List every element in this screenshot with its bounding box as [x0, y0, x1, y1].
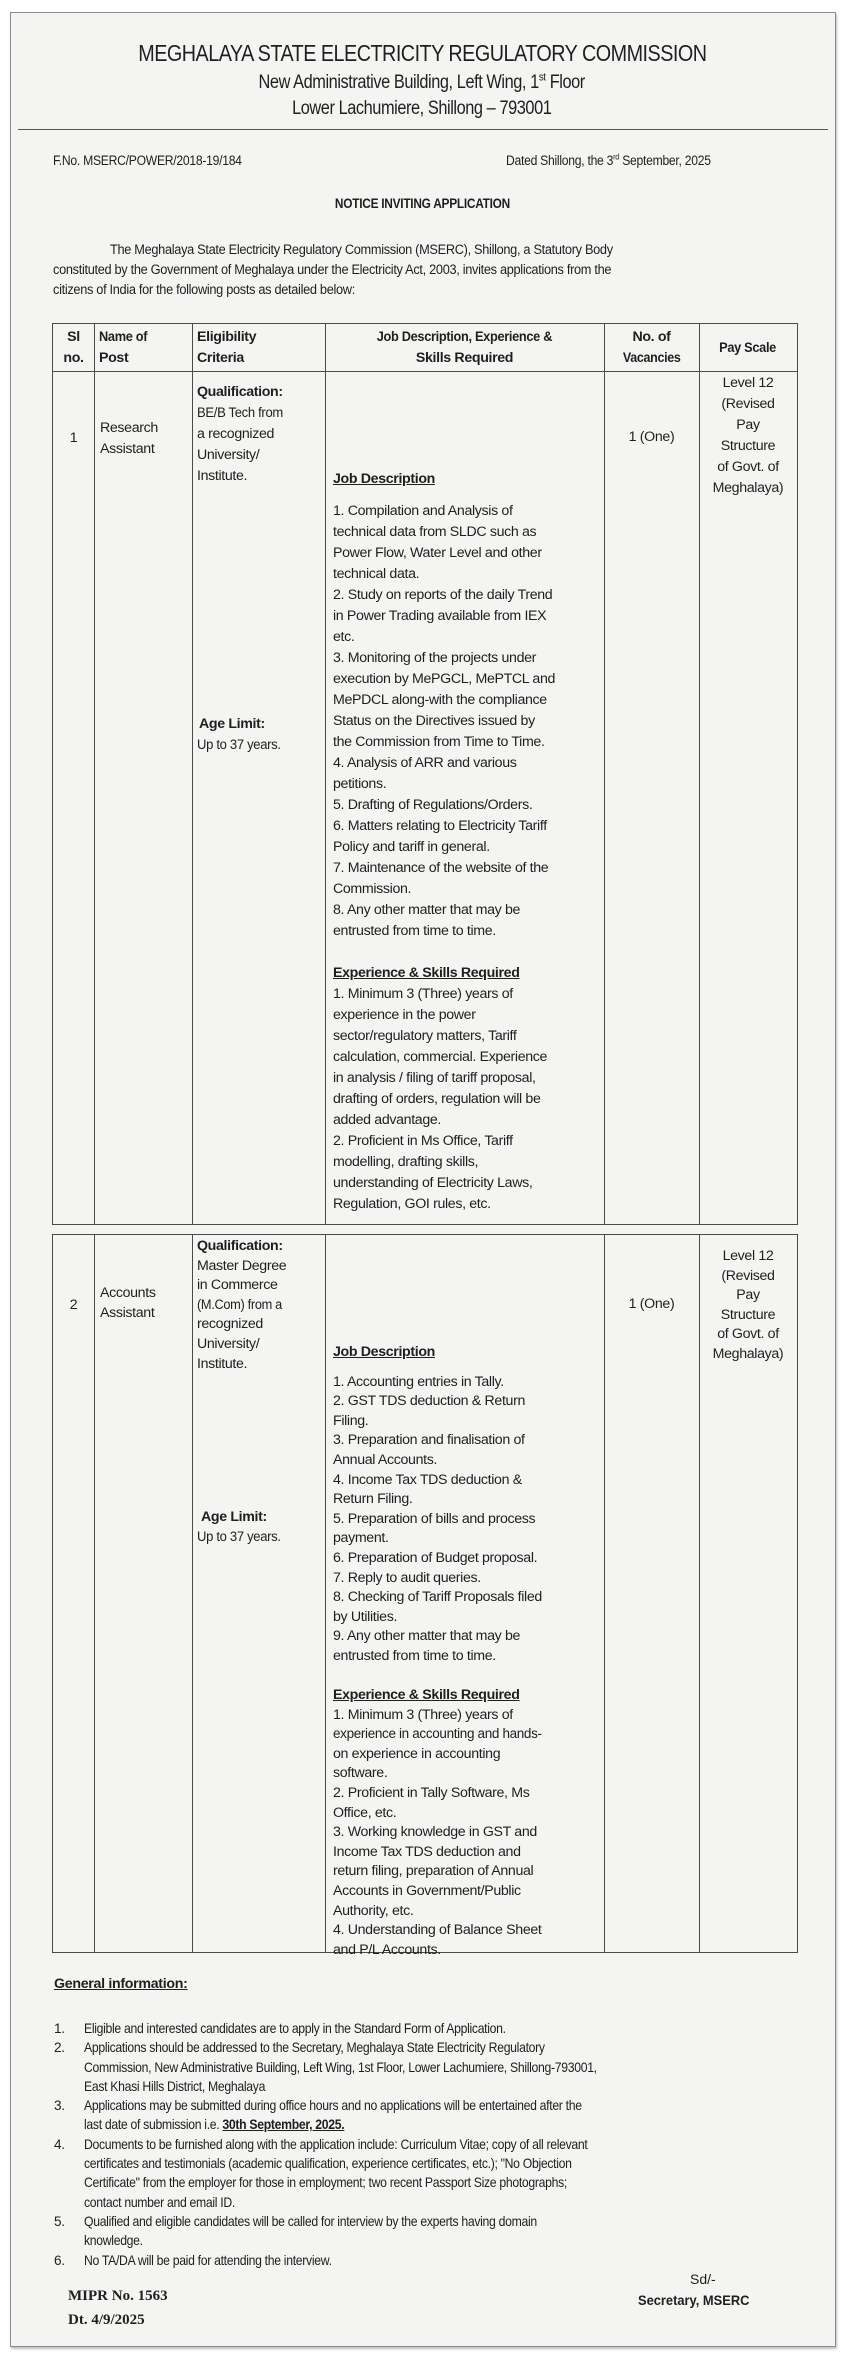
general-item-4: 4. Documents to be furnished along with the application include: Curriculum Vitae; copy of all relevant certificates and testimonials (academic qualification, experience certificates, etc.); "No Objection Certificate" from the employer for those in employment; two recent Passport Size photographs; contact number and email ID. — [54, 2136, 588, 2210]
column-divider — [325, 324, 326, 1224]
column-header-vacancies: No. of Vacancies — [622, 329, 681, 366]
column-divider — [604, 324, 605, 1224]
row-1-pay-scale: Level 12 (Revised Pay Structure of Govt. of Meghalaya) — [712, 375, 784, 496]
general-item-5: 5. Qualified and eligible candidates will be called for interview by the experts having domain knowledge. — [54, 2213, 537, 2249]
notice-heading: NOTICE INVITING APPLICATION — [334, 196, 510, 211]
row-2-job-description: Job Description 1. Accounting entries in Tally. 2. GST TDS deduction & Return Filing. 3. Preparation and finalisation of Annual Accounts. 4. Income Tax TDS deduction & Return Filing. 5. Preparation of bills and process payment. 6. Preparation of Budget proposal. 7. Reply to audit queries. 8. Checking of Tariff Proposals filed by Utilities. 9. Any other matter that may be entrusted from time to time. Experience & Skills Required 1. Minimum 3 (Three) years of experience in accounting and hands- on experience in accounting software. 2. Proficient in Tally Software, Ms Office, etc. 3. Working knowledge in GST and Income Tax TDS deduction and return filing, preparation of Annual Accounts in Government/Public Authority, etc. 4. Understanding of Balance Sheet and P/L Accounts. — [333, 1344, 542, 1958]
column-header-eligibility: Eligibility Criteria — [197, 329, 257, 366]
column-divider — [192, 1235, 193, 1952]
row-1-vacancies: 1 (One) — [628, 429, 675, 445]
column-header-job-description: Job Description, Experience & Skills Required — [376, 329, 553, 366]
column-divider — [94, 324, 95, 1224]
general-item-6: 6. No TA/DA will be paid for attending the interview. — [54, 2252, 332, 2268]
row-2-pay-scale: Level 12 (Revised Pay Structure of Govt. of Meghalaya) — [712, 1248, 784, 1362]
general-information-heading: General information: — [54, 1976, 188, 1992]
row-1-sl-no: 1 — [69, 430, 78, 446]
submission-deadline: 30th September, 2025. — [222, 2117, 345, 2133]
column-header-post: Name of Post — [99, 329, 148, 366]
row-2-vacancies: 1 (One) — [628, 1296, 675, 1312]
general-item-1: 1. Eligible and interested candidates are to apply in the Standard Form of Application. — [54, 2021, 506, 2036]
column-divider — [192, 324, 193, 1224]
row-2-post-name: Accounts Assistant — [100, 1285, 156, 1321]
row-2-age-limit: Age Limit: Up to 37 years. — [197, 1509, 281, 1545]
row-2-qualification: Qualification: Master Degree in Commerce (M.Com) from a recognized University/ Institute. — [197, 1238, 287, 1372]
general-item-2: 2. Applications should be addressed to the Secretary, Meghalaya State Electricity Regulatory Commission, New Administrative Building, Left Wing, 1st Floor, Lower Lachumiere, Shillong-793001, East Khasi Hills District, Meghalaya — [54, 2040, 597, 2094]
general-item-3: 3. Applications may be submitted during office hours and no applications will be entertained after the last date of submission i.e. 30th September, 2025. — [54, 2098, 582, 2133]
posts-table-continued — [52, 1234, 798, 1958]
organization-title: MEGHALAYA STATE ELECTRICITY REGULATORY COMMISSION — [137, 40, 707, 66]
column-divider — [94, 1235, 95, 1952]
mipr-number: MIPR No. 1563 — [68, 2288, 168, 2304]
row-1-post-name: Research Assistant — [100, 420, 158, 457]
intro-paragraph: The Meghalaya State Electricity Regulatory Commission (MSERC), Shillong, a Statutory Body constituted by the Government of Meghalaya under the Electricity Act, 2003, invites applications from the citizens of India for the following posts as detailed below: — [53, 242, 613, 298]
column-divider — [325, 1235, 326, 1952]
row-1-age-limit: Age Limit: Up to 37 years. — [197, 716, 281, 753]
header-divider — [53, 371, 797, 372]
general-information-list — [54, 2019, 814, 2270]
address-line-2: Lower Lachumiere, Shillong – 793001 — [292, 98, 552, 119]
letterhead-divider — [18, 129, 828, 130]
mipr-date: Dt. 4/9/2025 — [68, 2312, 145, 2328]
address-line-1: New Administrative Building, Left Wing, 1st Floor — [258, 71, 586, 93]
row-1-job-description: Job Description 1. Compilation and Analysis of technical data from SLDC such as Power Flow, Water Level and other technical data. 2. Study on reports of the daily Trend in Power Trading available from IEX etc. 3. Monitoring of the projects under execution by MePGCL, MePTCL and MePDCL along-with the compliance Status on the Directives issued by the Commission from Time to Time. 4. Analysis of ARR and various petitions. 5. Drafting of Regulations/Orders. 6. Matters relating to Electricity Tariff Policy and tariff in general. 7. Maintenance of the website of the Commission. 8. Any other matter that may be entrusted from time to time. Experience & Skills Required 1. Minimum 3 (Three) years of experience in the power sector/regulatory matters, Tariff calculation, commercial. Experience in analysis / filing of tariff proposal, drafting of orders, regulation will be added advantage. 2. Proficient in Ms Office, Tariff modelling, drafting skills, understanding of Electricity Laws, Regulation, GOI rules, etc. — [333, 471, 556, 1212]
row-2-sl-no: 2 — [69, 1297, 78, 1313]
signatory-title: Secretary, MSERC — [638, 2292, 750, 2308]
file-number: F.No. MSERC/POWER/2018-19/184 — [53, 153, 242, 168]
dated-line: Dated Shillong, the 3rd September, 2025 — [506, 152, 711, 168]
signed-mark: Sd/- — [690, 2271, 716, 2287]
column-header-sl-no: Sl no. — [63, 329, 84, 366]
column-header-pay-scale: Pay Scale — [719, 340, 777, 356]
row-1-qualification: Qualification: BE/B Tech from a recognized University/ Institute. — [197, 384, 283, 484]
posts-table — [52, 323, 798, 1225]
column-divider — [604, 1235, 605, 1952]
